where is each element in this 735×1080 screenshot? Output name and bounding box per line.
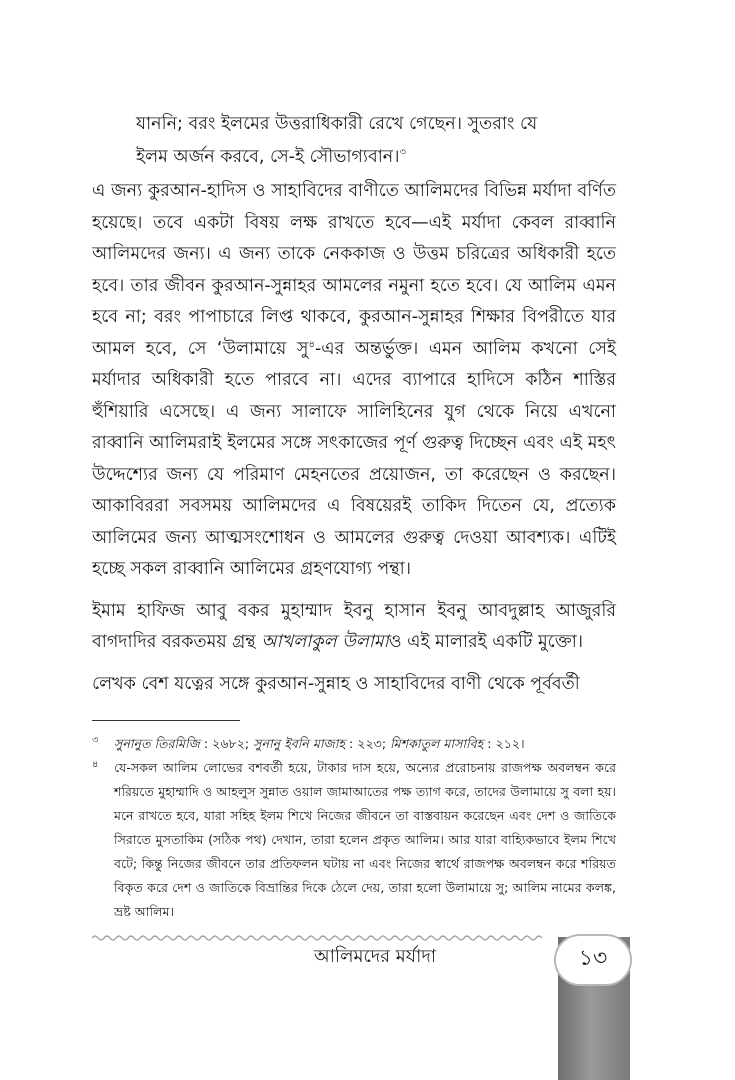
- footnote-3-source-1: সুনানুত তিরমিজি: [114, 736, 200, 751]
- footnote-divider: [92, 720, 240, 721]
- footnote-ref-4[interactable]: ৪: [308, 338, 315, 350]
- quote-line-2-text: ইলম অর্জন করবে, সে-ই সৌভাগ্যবান।: [136, 147, 400, 167]
- footnote-3-value-2: : ২২৩;: [345, 736, 391, 751]
- footnote-3-source-3: মিশকাতুল মাসাবিহ: [390, 736, 484, 751]
- main-text: [92, 176, 616, 710]
- footnote-ref-3[interactable]: ৩: [399, 147, 407, 159]
- footnote-4: [92, 756, 616, 924]
- paragraph-3: [92, 669, 616, 701]
- quote-line-1-text: যাননি; বরং ইলমের উত্তরাধিকারী রেখে গেছেন। সুতরাং যে: [136, 114, 538, 134]
- paragraph-2-text-a: ইমাম হাফিজ আবু বকর মুহাম্মাদ ইবনু হাসান ইবনু আবদুল্লাহ আজুররি বাগদাদির বরকতময় গ্রন্থ: [92, 600, 616, 652]
- footnote-3-source-2: সুনানু ইবনি মাজাহ: [253, 736, 346, 751]
- footnote-3: [92, 732, 616, 756]
- paragraph-2-text-b: ও এই মালারই একটি মুক্তো।: [388, 632, 584, 652]
- quote-line-2: [136, 141, 556, 174]
- paragraph-2: [92, 596, 616, 659]
- footnote-3-number: ৩: [92, 735, 99, 746]
- footnote-4-number: ৪: [92, 759, 99, 770]
- footnote-3-value-1: : ২৬৮২;: [199, 736, 254, 751]
- paragraph-1-text-a: এ জন্য কুরআন-হাদিস ও সাহাবিদের বাণীতে আলিমদের বিভিন্ন মর্যাদা বর্ণিত হয়েছে। তবে একটা বিষয় লক্ষ রাখতে হবে—এই মর্যাদা কেবল রাব্বানি আলিমদের জন্য। এ জন্য তাকে নেককাজ ও উত্তম চরিত্রের অধিকারী হতে হবে। তার জীবন কুরআন-সুন্নাহর আমলের নমুনা হতে হবে। যে আলিম এমন হবে না; বরং পাপাচারে লিপ্ত থাকবে, কুরআন-সুন্নাহর শিক্ষার বিপরীতে যার আমল হবে, সে ‘উলামায়ে সু: [92, 181, 616, 359]
- quote-line-1: [136, 108, 556, 141]
- running-title: আলিমদের মর্যাদা: [313, 946, 437, 967]
- paragraph-3-text: লেখক বেশ যত্নের সঙ্গে কুরআন-সুন্নাহ ও সাহাবিদের বাণী থেকে পূর্ববর্তী: [92, 673, 580, 694]
- paragraph-1-text-b: -এর অন্তর্ভুক্ত। এমন আলিম কখনো সেই মর্যাদার অধিকারী হতে পারবে না। এদের ব্যাপারে হাদিসে কঠিন শাস্তির হুঁশিয়ারি এসেছে। এ জন্য সালাফে সালিহিনের যুগ থেকে নিয়ে এখনো রাব্বানি আলিমরাই ইলমের সঙ্গে সৎকাজের পূর্ণ গুরুত্ব দিচ্ছেন এবং এই মহৎ উদ্দেশ্যের জন্য যে পরিমাণ মেহনতের প্রয়োজন, তা করেছেন ও করছেন। আকাবিররা সবসময় আলিমদের এ বিষয়েরই তাকিদ দিতেন যে, প্রত্যেক আলিমের জন্য আত্মসংশোধন ও আমলের গুরুত্ব দেওয়া আবশ্যক। এটিই হচ্ছে সকল রাব্বানি আলিমের গ্রহণযোগ্য পন্থা।: [92, 338, 616, 579]
- footnotes: [92, 732, 616, 924]
- page-number: ১৩: [578, 946, 608, 971]
- book-title: আখলাকুল উলামা: [261, 632, 389, 652]
- hadith-quote: [136, 108, 556, 174]
- footnote-4-text: যে-সকল আলিম লোভের বশবর্তী হয়ে, টাকার দাস হয়ে, অন্যের প্ররোচনায় রাজপক্ষ অবলম্বন করে শরিয়তে মুহাম্মাদি ও আহলুস সুন্নাত ওয়াল জামাআতের পক্ষ ত্যাগ করে, তাদের উলামায়ে সু বলা হয়। মনে রাখতে হবে, যারা সহিহ ইলম শিখে নিজের জীবনে তা বাস্তবায়ন করেছেন এবং দেশ ও জাতিকে সিরাতে মুসতাকিম (সঠিক পথ) দেখান, তারা হলেন প্রকৃত আলিম। আর যারা বাহ্যিকভাবে ইলম শিখে বটে; কিন্তু নিজের জীবনে তার প্রতিফলন ঘটায় না এবং নিজের স্বার্থে রাজপক্ষ অবলম্বন করে শরিয়ত বিকৃত করে দেশ ও জাতিকে বিভ্রান্তির দিকে ঠেলে দেয়, তারা হলো উলামায়ে সু; আলিম নামের কলঙ্ক, ভ্রষ্ট আলিম।: [114, 760, 616, 919]
- paragraph-1: [92, 176, 616, 586]
- footer-wavy-rule: [92, 934, 542, 942]
- footnote-3-value-3: : ২১২।: [483, 736, 525, 751]
